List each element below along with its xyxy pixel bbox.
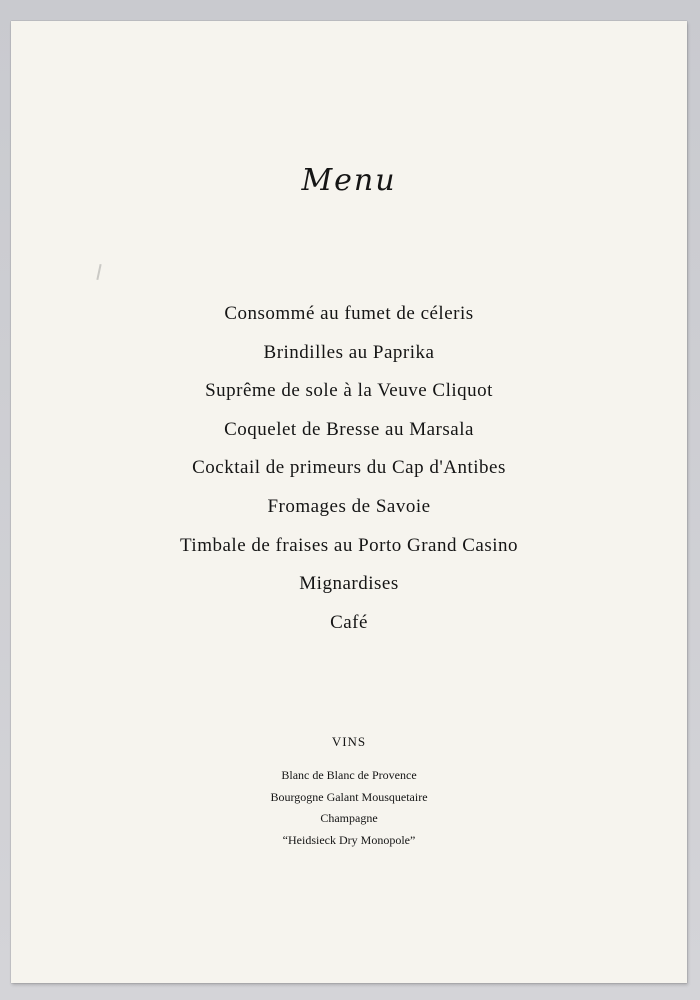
course-list: [11, 300, 687, 647]
course-item: Consommé au fumet de céleris: [224, 303, 474, 324]
course-item: Suprême de sole à la Veuve Cliquot: [205, 380, 493, 402]
course-item: Cocktail de primeurs du Cap d'Antibes: [192, 457, 506, 479]
wine-item: Champagne: [320, 811, 378, 825]
menu-title: Menu: [301, 163, 397, 198]
course-item: Fromages de Savoie: [267, 495, 431, 517]
wine-item: Blanc de Blanc de Provence: [281, 768, 417, 782]
paper-mark: [96, 264, 101, 280]
course-item: Timbale de fraises au Porto Grand Casino: [179, 534, 519, 556]
wine-item: Bourgogne Galant Mousquetaire: [270, 789, 428, 804]
menu-card: [11, 21, 687, 983]
course-item: Brindilles au Paprika: [263, 341, 435, 363]
course-item: Café: [330, 611, 368, 633]
course-item: Coquelet de Bresse au Marsala: [224, 418, 474, 440]
wine-list: [11, 766, 687, 852]
wines-heading: VINS: [331, 734, 367, 749]
course-item: Mignardises: [299, 573, 399, 595]
wine-item: “Heidsieck Dry Monopole”: [282, 832, 416, 847]
